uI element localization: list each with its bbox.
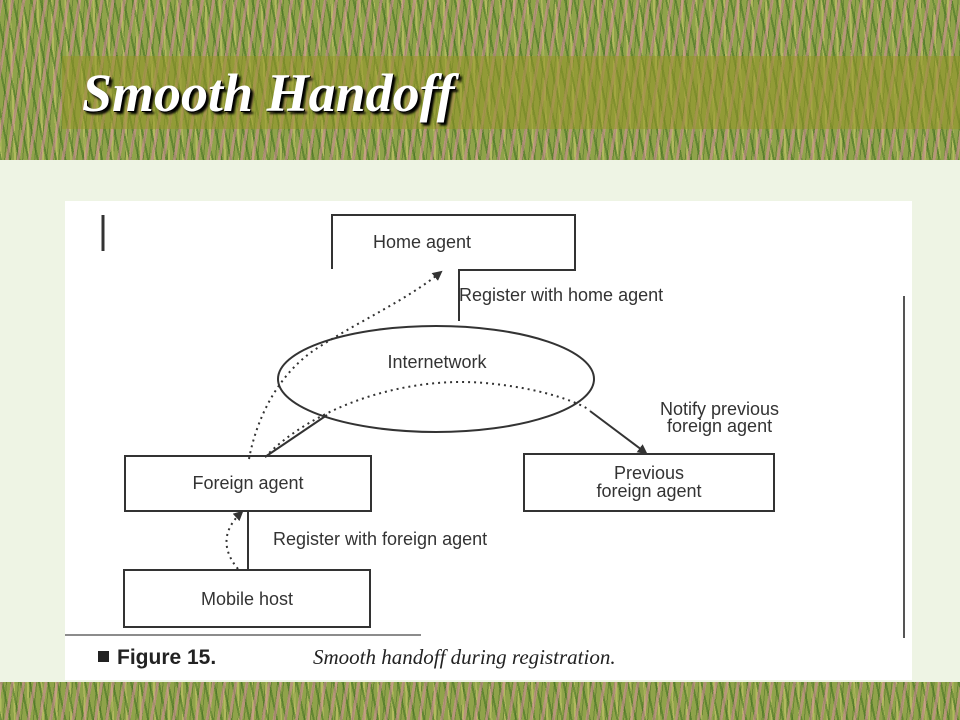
foreign-agent-link bbox=[265, 415, 327, 457]
figure-caption-text: Smooth handoff during registration. bbox=[313, 645, 616, 669]
foreign-agent-label: Foreign agent bbox=[192, 473, 304, 493]
mobile-host-label: Mobile host bbox=[200, 589, 294, 609]
register-foreign-label: Register with foreign agent bbox=[273, 529, 488, 549]
handoff-diagram bbox=[65, 201, 912, 680]
notify-previous-label-line2: foreign agent bbox=[667, 416, 773, 436]
slide-title: Smooth Handoff bbox=[82, 63, 455, 123]
previous-foreign-agent-label-line1: Previous bbox=[613, 463, 685, 483]
home-agent-box bbox=[332, 215, 575, 321]
figure-panel bbox=[65, 201, 912, 680]
notify-previous-label-line1: Notify previous bbox=[660, 399, 780, 419]
grass-banner-bottom bbox=[0, 682, 960, 720]
notify-previous-arrow bbox=[590, 411, 646, 453]
caption-bullet bbox=[98, 651, 109, 662]
previous-foreign-agent-label-line2: foreign agent bbox=[596, 481, 702, 501]
home-agent-label: Home agent bbox=[372, 232, 472, 252]
internetwork-label: Internetwork bbox=[387, 352, 487, 372]
register-home-label: Register with home agent bbox=[459, 285, 664, 305]
figure-caption-number: Figure 15. bbox=[117, 646, 217, 669]
register-foreign-path bbox=[226, 512, 242, 569]
